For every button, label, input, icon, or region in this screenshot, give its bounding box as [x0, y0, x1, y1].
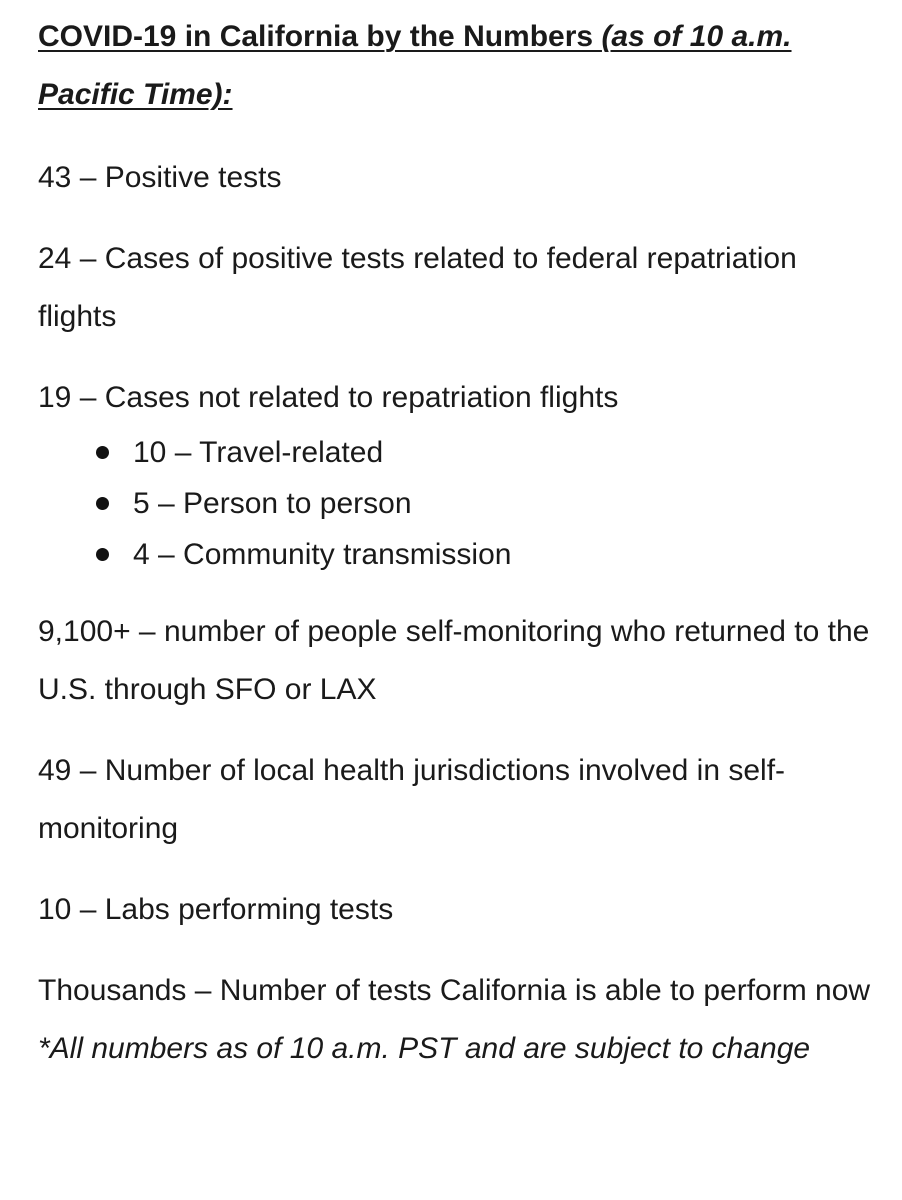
bullet-icon [96, 548, 109, 561]
breakdown-travel: 10 – Travel-related [133, 436, 384, 469]
stat-positive-tests: 43 – Positive tests [38, 161, 282, 194]
bullet-icon [96, 497, 109, 510]
stat-jurisdictions: 49 – Number of local health jurisdictions involved in self-monitoring [38, 754, 786, 845]
title-timestamp: (as of 10 a.m. Pacific Time): [38, 20, 792, 111]
breakdown-person-to-person: 5 – Person to person [133, 487, 412, 520]
breakdown-community: 4 – Community transmission [133, 538, 512, 571]
bullet-icon [96, 446, 109, 459]
footnote: *All numbers as of 10 a.m. PST and are subject to change [38, 1032, 811, 1065]
stat-test-capacity: Thousands – Number of tests California is able to perform now [38, 974, 871, 1007]
list-item [96, 427, 872, 478]
stat-not-repatriation: 19 – Cases not related to repatriation flights [38, 381, 619, 414]
page-title [38, 8, 872, 124]
stat-repatriation-related: 24 – Cases of positive tests related to federal repatriation flights [38, 242, 797, 333]
stat-self-monitoring: 9,100+ – number of people self-monitoring who returned to the U.S. through SFO or LAX [38, 615, 870, 706]
title-main: COVID-19 in California by the Numbers [38, 20, 602, 53]
list-item [96, 529, 872, 580]
stat-labs: 10 – Labs performing tests [38, 893, 394, 926]
list-item [96, 478, 872, 529]
case-breakdown-list [38, 427, 872, 580]
